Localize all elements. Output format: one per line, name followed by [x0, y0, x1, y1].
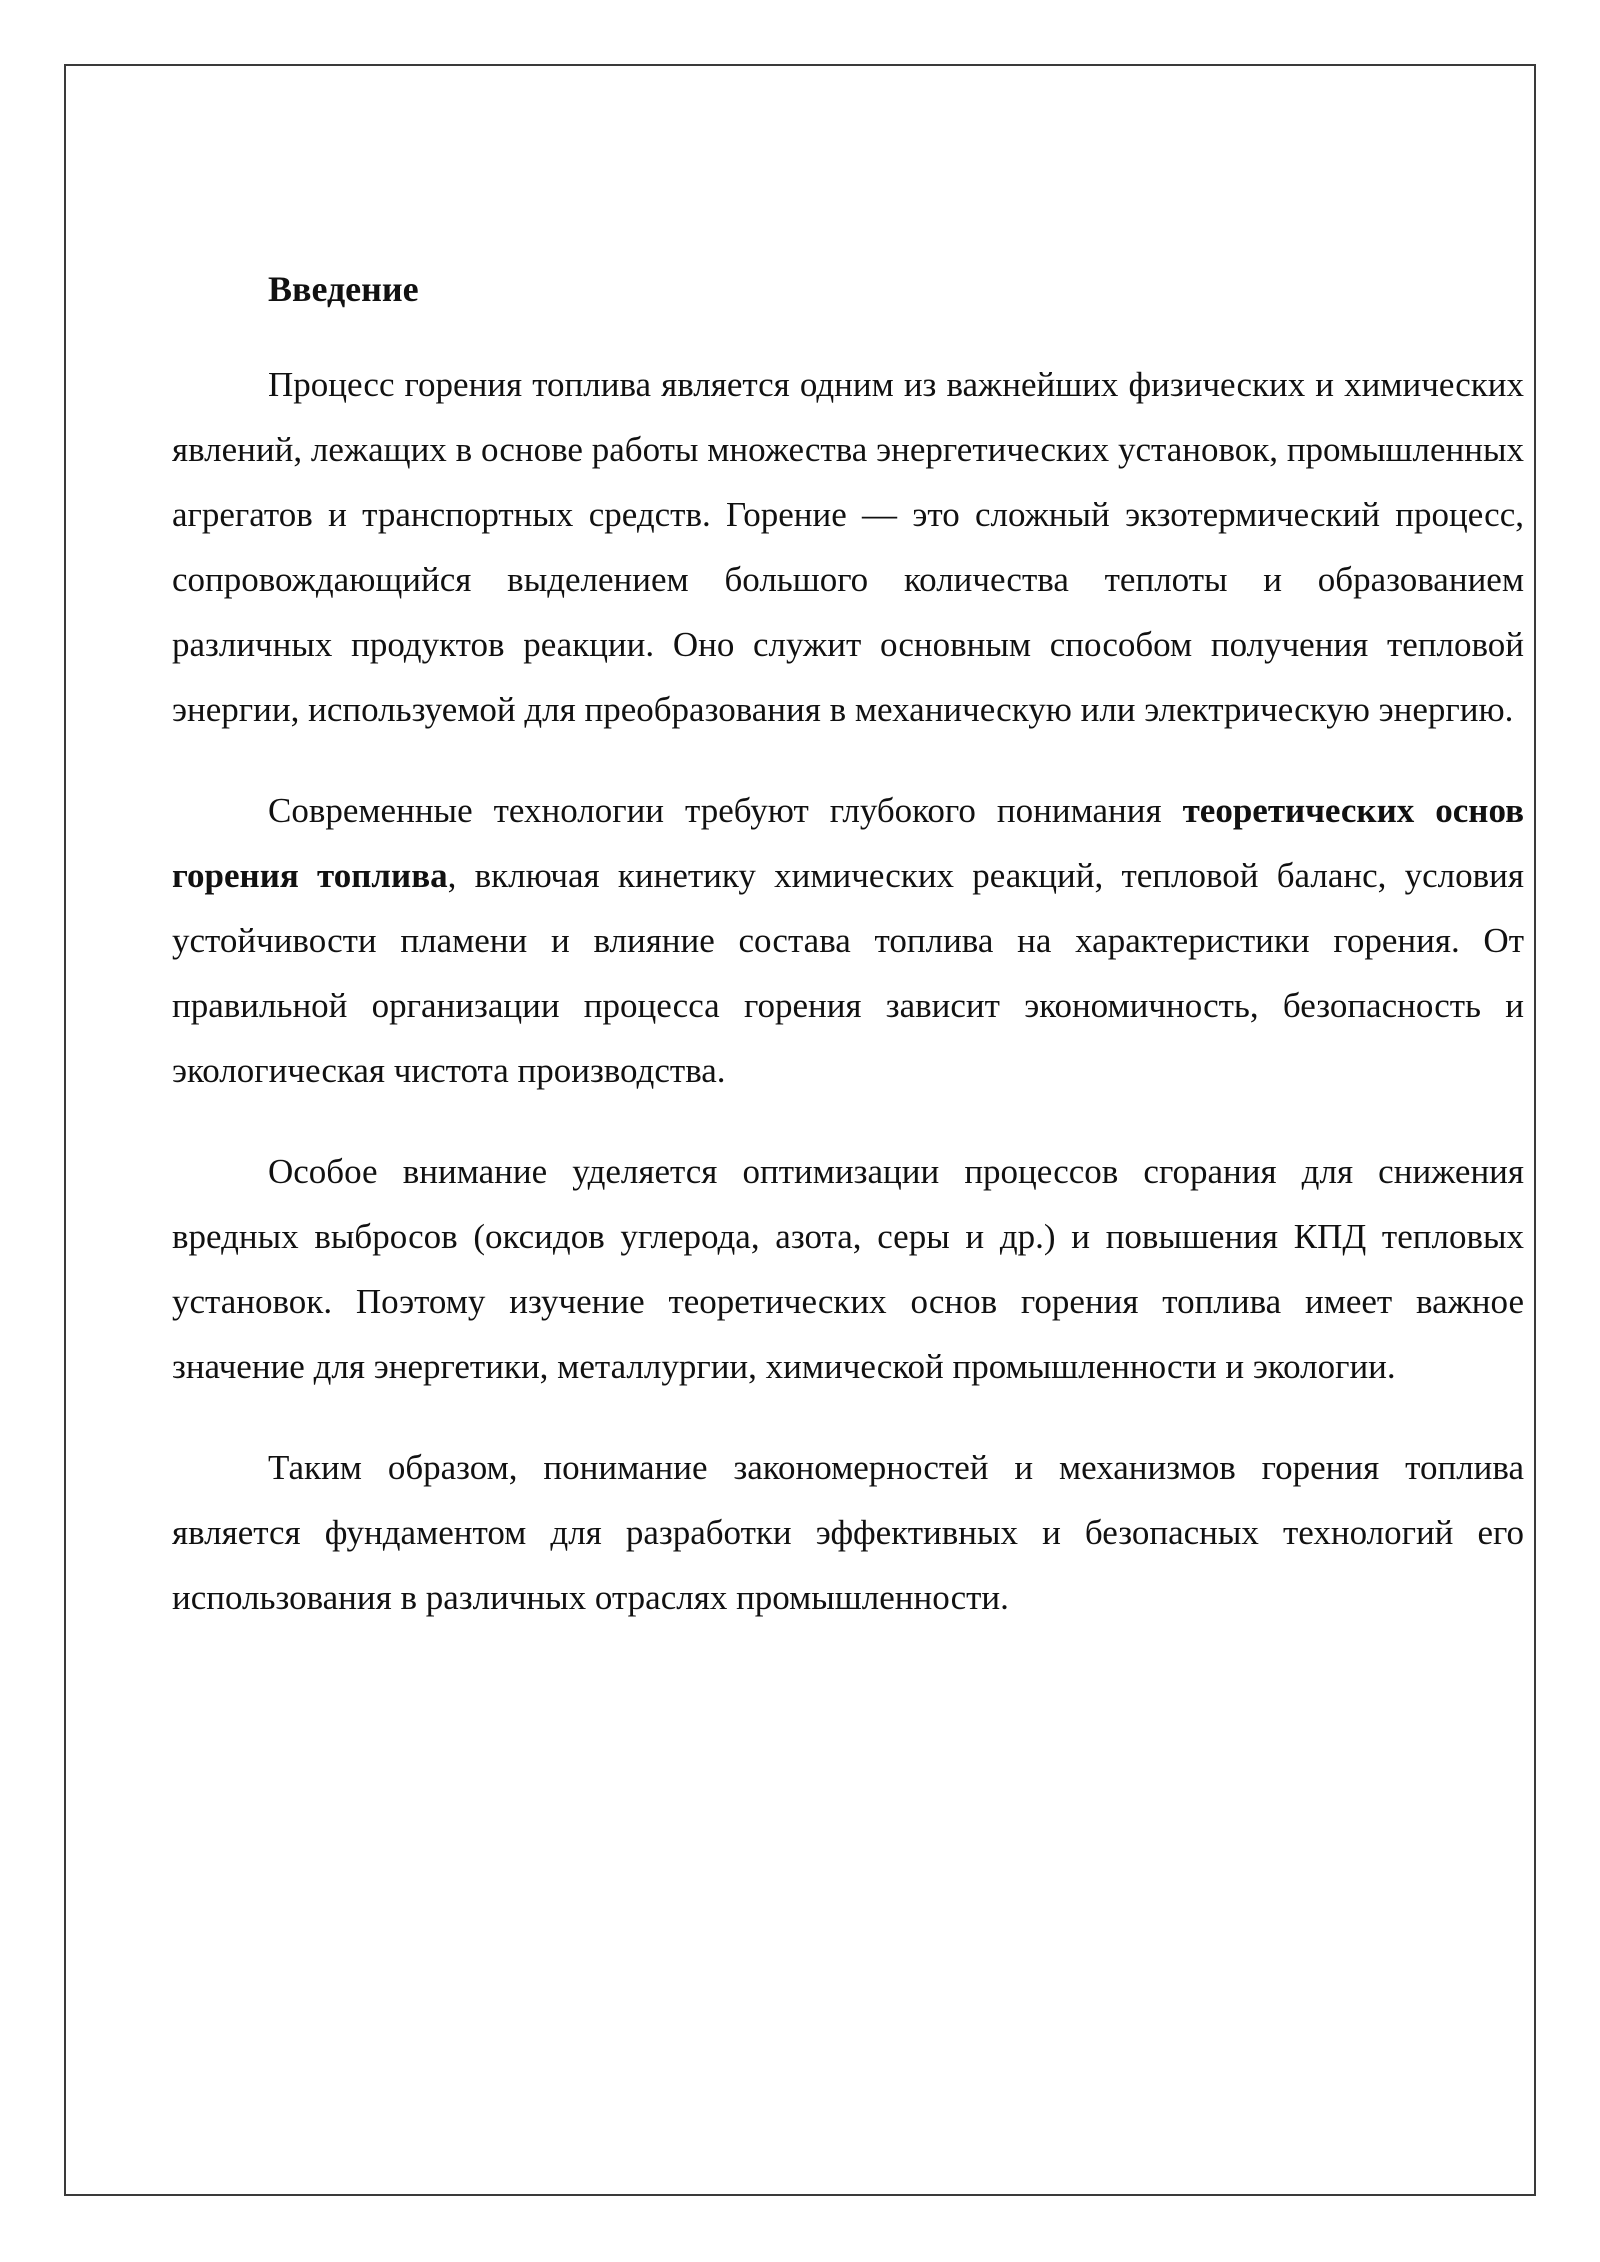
paragraph-2	[172, 778, 1524, 1103]
section-heading: Введение	[268, 269, 419, 309]
document-body	[172, 262, 1524, 1666]
paragraph-2-text-after: , включая кинетику химических реакций, тепловой баланс, условия устойчивости пламени и влияние состава топлива на характеристики горения. От правильной организации процесса горения зависит экономичность, безопасность и экологическая чистота производства.	[172, 856, 1524, 1090]
paragraph-3-text: Особое внимание уделяется оптимизации процессов сгорания для снижения вредных выбросов (оксидов углерода, азота, серы и др.) и повышения КПД тепловых установок. Поэтому изучение теоретических основ горения топлива имеет важное значение для энергетики, металлургии, химической промышленности и экологии.	[172, 1152, 1524, 1386]
paragraph-2-text-before: Современные технологии требуют глубокого понимания	[268, 791, 1183, 830]
paragraph-1	[172, 352, 1524, 742]
paragraph-2-bold-term: теоретических основ горения топлива	[172, 791, 1525, 895]
paragraph-4-text: Таким образом, понимание закономерностей и механизмов горения топлива является фундаментом для разработки эффективных и безопасных технологий его использования в различных отраслях промышленности.	[172, 1448, 1524, 1617]
paragraph-4	[172, 1435, 1524, 1630]
paragraph-1-text: Процесс горения топлива является одним из важнейших физических и химических явлений, лежащих в основе работы множества энергетических установок, промышленных агрегатов и транспортных средств. Горение — это сложный экзотермический процесс, сопровождающийся выделением большого количества теплоты и образованием различных продуктов реакции. Оно служит основным способом получения тепловой энергии, используемой для преобразования в механическую или электрическую энергию.	[172, 365, 1524, 729]
paragraph-3	[172, 1139, 1524, 1399]
